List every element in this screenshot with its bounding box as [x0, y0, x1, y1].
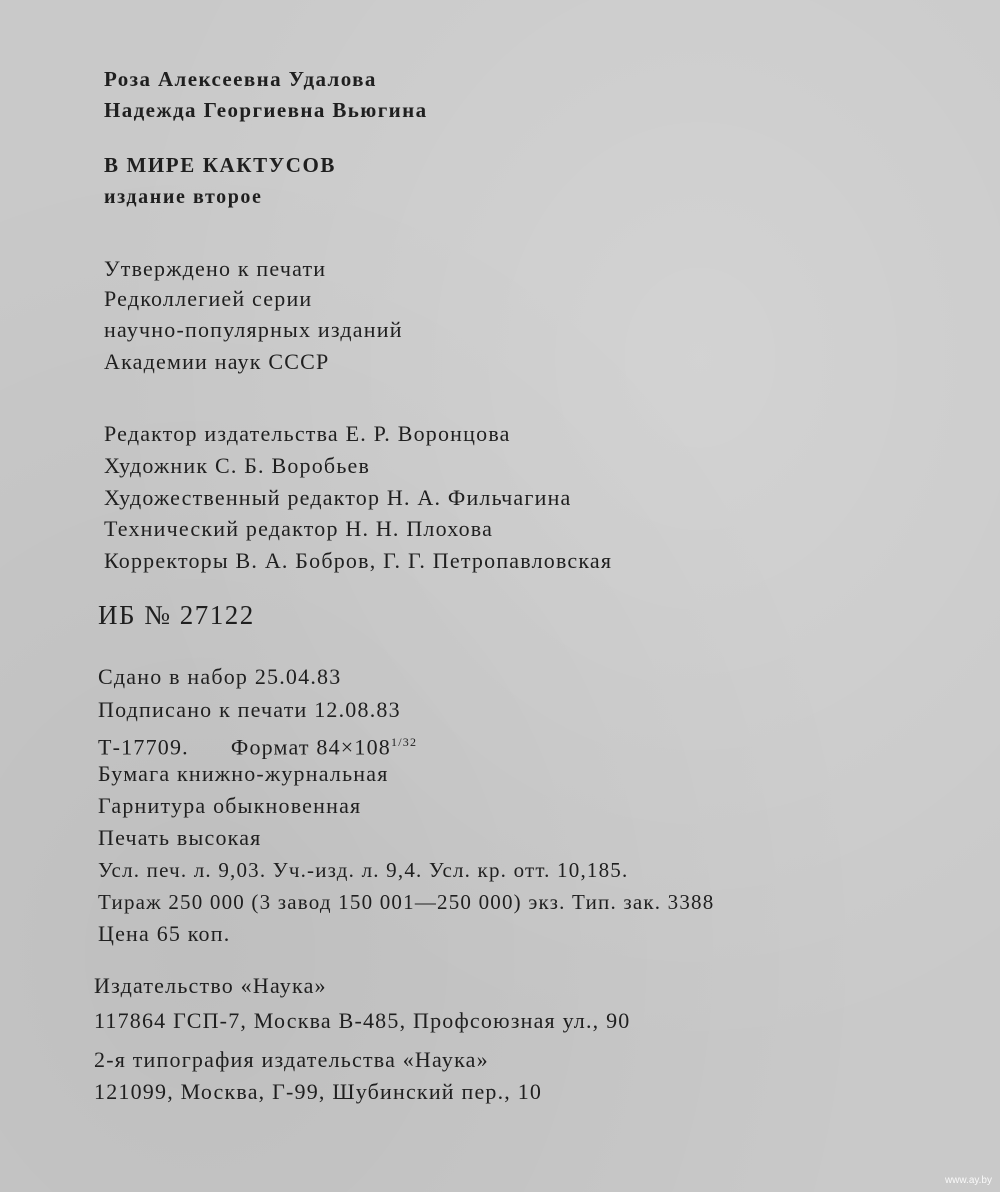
printer-address: 121099, Москва, Г-99, Шубинский пер., 10	[94, 1079, 543, 1104]
approval-line: Редколлегией серии	[104, 286, 313, 311]
approval-line: научно-популярных изданий	[104, 317, 403, 342]
author-name: Роза Алексеевна Удалова	[104, 67, 377, 91]
sheets-info: Усл. печ. л. 9,03. Уч.-изд. л. 9,4. Усл. кр. отт. 10,185.	[98, 858, 629, 882]
order-code: Т-17709.	[98, 734, 189, 760]
staff-line: Художник С. Б. Воробьев	[104, 453, 371, 478]
edition-label: издание второе	[104, 186, 263, 208]
watermark: www.ay.by	[944, 1175, 992, 1186]
printer-name: 2-я типография издательства «Наука»	[94, 1047, 489, 1072]
staff-line: Корректоры В. А. Бобров, Г. Г. Петропавловская	[104, 548, 613, 573]
staff-line: Технический редактор Н. Н. Плохова	[104, 516, 494, 541]
format-fraction: 1/32	[391, 735, 418, 749]
circulation-info: Тираж 250 000 (3 завод 150 001—250 000) экз. Тип. зак. 3388	[98, 890, 715, 914]
staff-line: Художественный редактор Н. А. Фильчагина	[104, 485, 572, 510]
submitted-date: Сдано в набор 25.04.83	[98, 664, 342, 689]
publisher-name: Издательство «Наука»	[94, 973, 327, 998]
typeface: Гарнитура обыкновенная	[98, 793, 362, 818]
printing-method: Печать высокая	[98, 825, 262, 850]
approval-line: Утверждено к печати	[104, 256, 327, 281]
publisher-address: 117864 ГСП-7, Москва В-485, Профсоюзная ул., 90	[94, 1008, 631, 1033]
format-label: Формат 84×108	[230, 734, 392, 760]
book-title: В МИРЕ КАКТУСОВ	[104, 153, 337, 177]
author-name: Надежда Георгиевна Вьюгина	[104, 98, 428, 122]
staff-line: Редактор издательства Е. Р. Воронцова	[104, 421, 511, 446]
approval-line: Академии наук СССР	[104, 349, 330, 374]
signed-date: Подписано к печати 12.08.83	[98, 697, 401, 722]
ib-number: ИБ № 27122	[98, 600, 255, 630]
order-format-line	[98, 729, 417, 760]
paper-type: Бумага книжно-журнальная	[98, 761, 389, 786]
price: Цена 65 коп.	[98, 921, 231, 946]
